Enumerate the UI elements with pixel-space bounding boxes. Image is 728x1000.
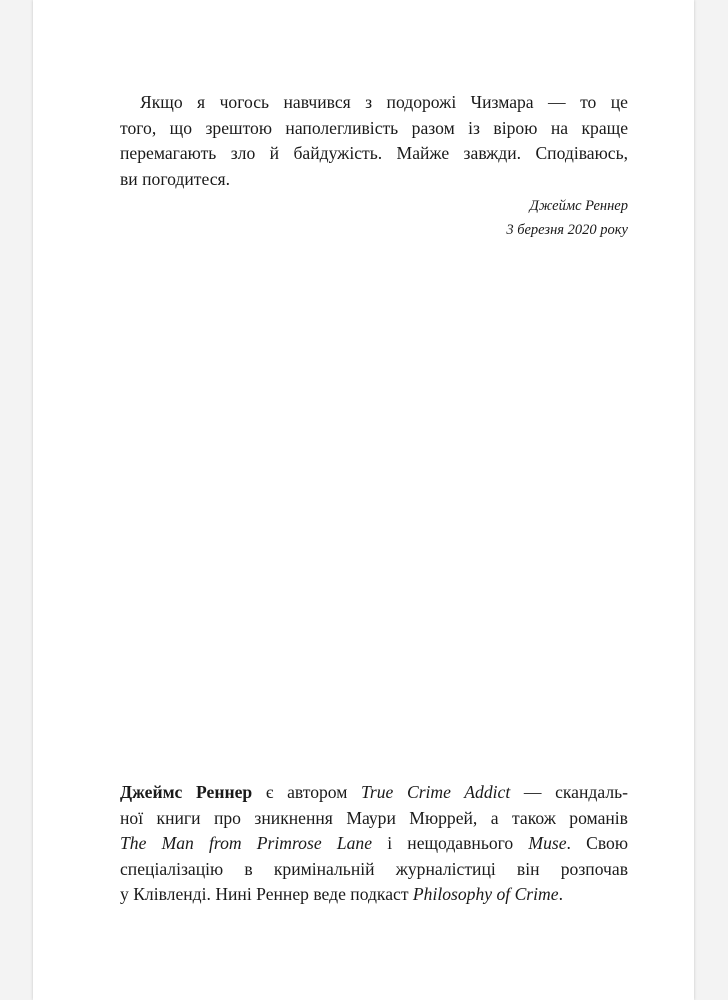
signature-author: Джеймс Реннер bbox=[529, 198, 628, 214]
bio-line-5 bbox=[120, 882, 628, 908]
bio-line-5-text-a: у Клівленді. Нині Реннер веде подкаст bbox=[120, 884, 413, 904]
epigraph-paragraph bbox=[120, 90, 628, 192]
book-title-muse: Muse bbox=[528, 833, 567, 853]
book-page bbox=[33, 0, 694, 1000]
epigraph-line-2: того, що зрештою наполегливість разом із вірою на краще bbox=[120, 117, 628, 138]
bio-line-2: ної книги про зникнення Маури Мюррей, а також романів bbox=[120, 807, 628, 828]
epigraph-line-3: перемагають зло й байдужість. Майже завжди. Сподіваюсь, bbox=[120, 143, 628, 163]
bio-line-1-text-a: є автором bbox=[252, 782, 362, 802]
bio-line-1 bbox=[120, 780, 628, 806]
bio-line-3-text-a: і нещодавнього bbox=[372, 833, 529, 853]
bio-line-3-text-b: . Свою bbox=[566, 833, 628, 853]
author-bio-paragraph bbox=[120, 780, 628, 908]
epigraph-line-4: ви погодитеся. bbox=[120, 168, 231, 189]
bio-line-1-text-b: — скандаль- bbox=[510, 782, 628, 802]
bio-line-3 bbox=[120, 831, 628, 857]
author-name: Джеймс Реннер bbox=[120, 782, 253, 802]
bio-line-4: спеціалізацію в кримінальній журналістиці він розпочав bbox=[120, 858, 628, 879]
book-title-true-crime-addict: True Crime Addict bbox=[361, 782, 511, 802]
book-title-primrose-lane: The Man from Primrose Lane bbox=[120, 833, 373, 853]
signature-date: 3 березня 2020 року bbox=[506, 222, 628, 238]
epigraph-line-1: Якщо я чогось навчився з подорожі Чизмара — то це bbox=[140, 92, 628, 112]
bio-line-5-text-b: . bbox=[558, 884, 563, 904]
podcast-title: Philosophy of Crime bbox=[412, 884, 559, 904]
signature-block bbox=[506, 194, 628, 242]
